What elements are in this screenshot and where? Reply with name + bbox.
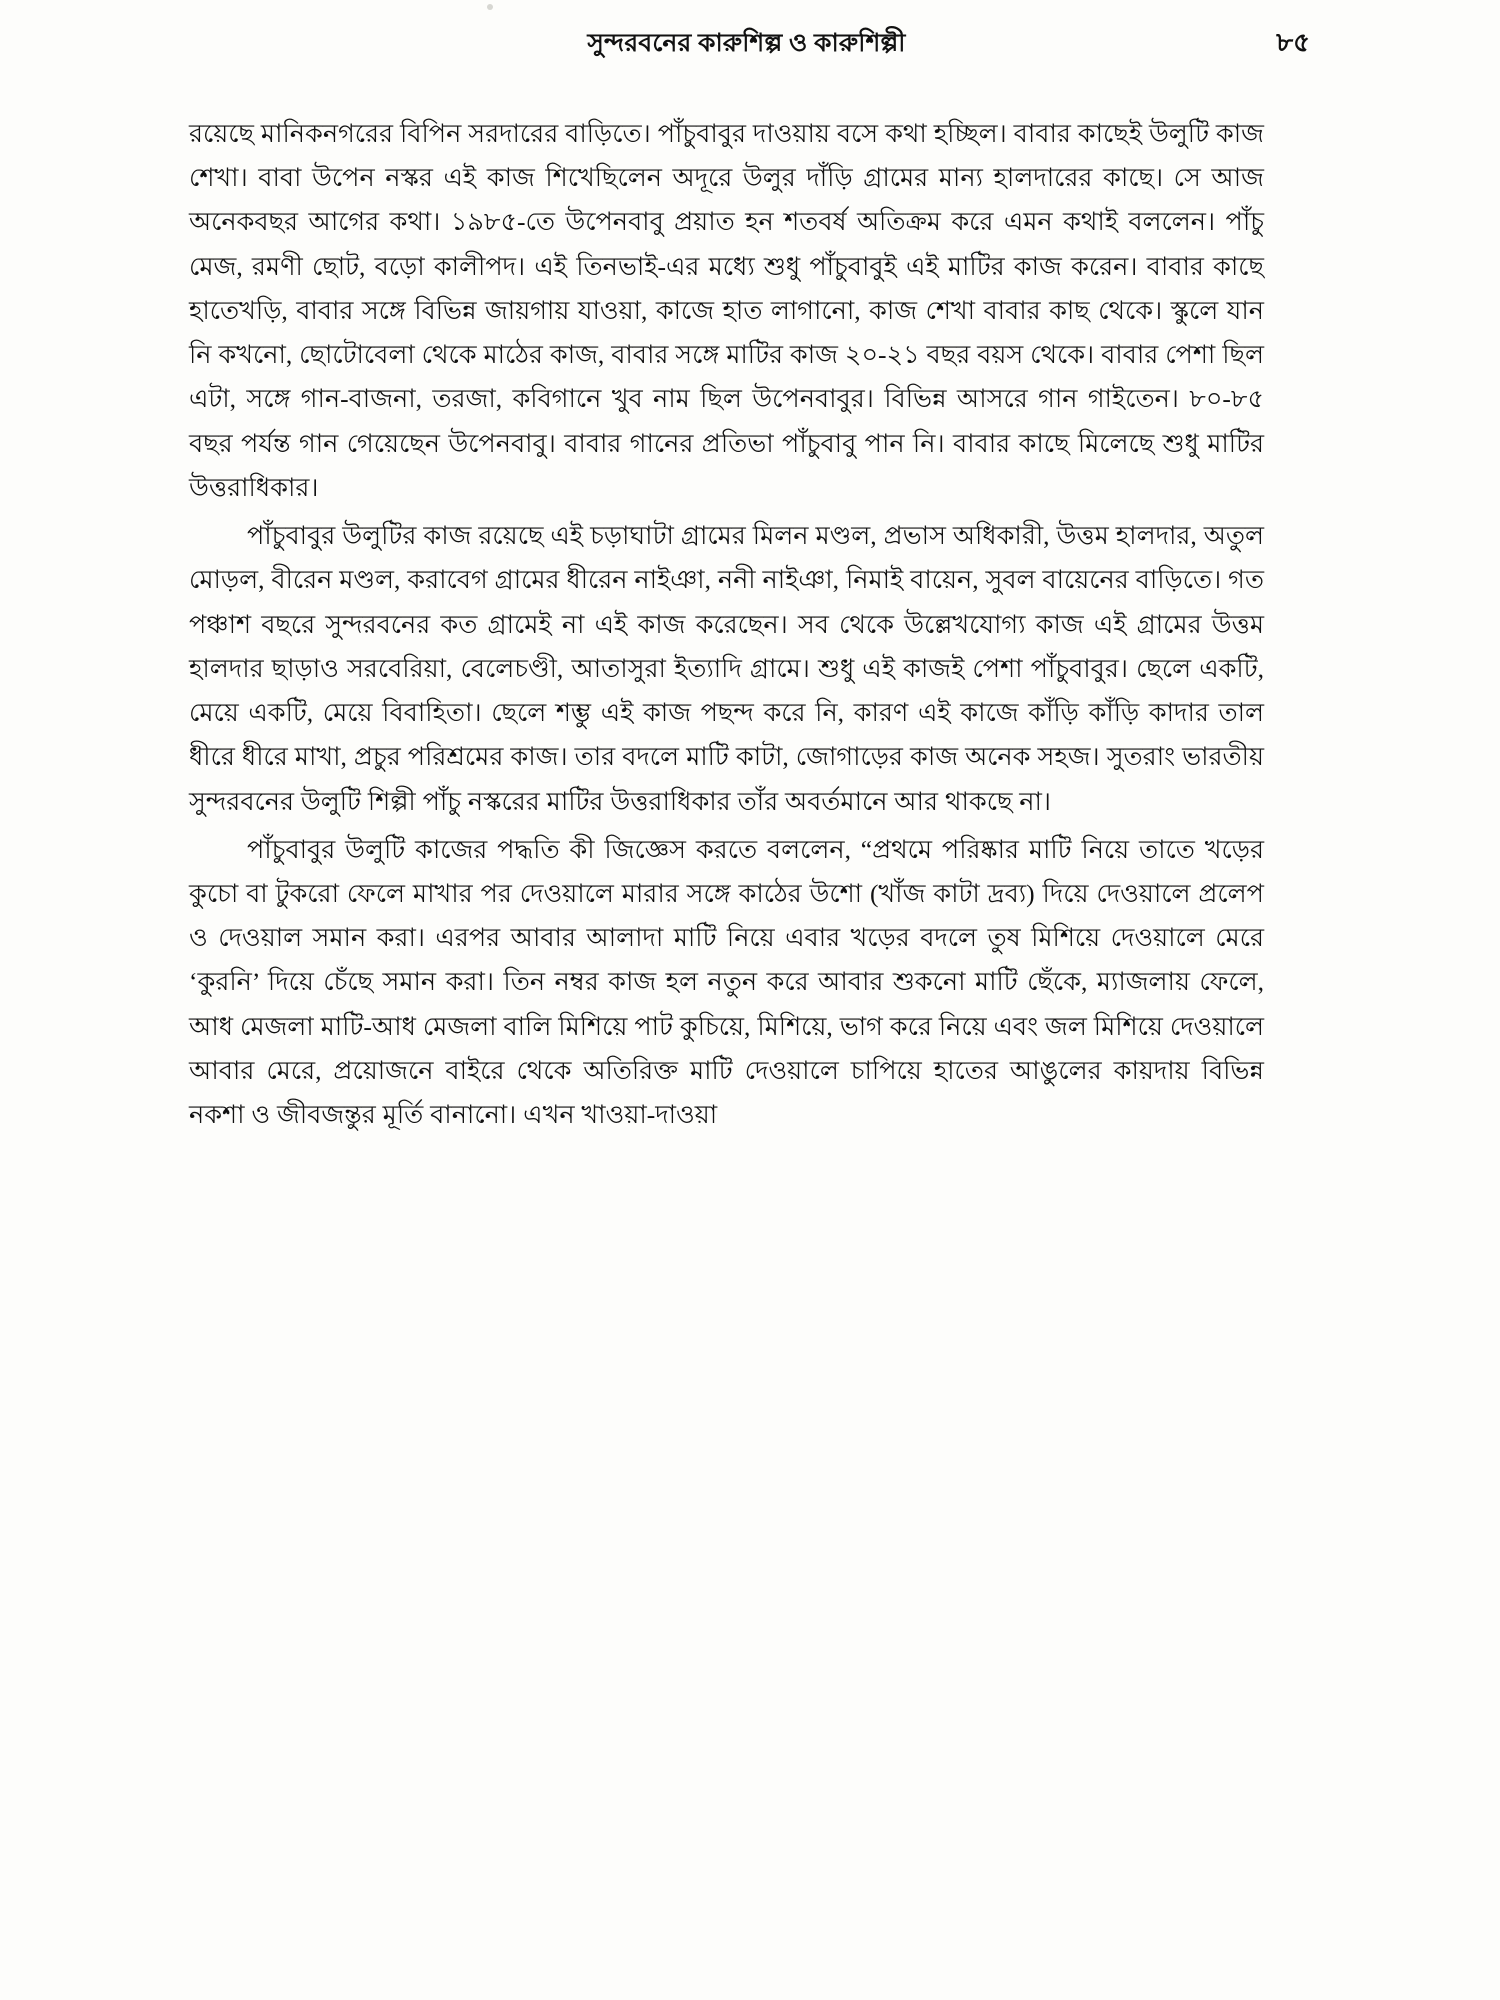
scan-artifact-dot: [487, 4, 493, 10]
body-text: [189, 112, 1264, 1137]
paragraph-1: রয়েছে মানিকনগরের বিপিন সরদারের বাড়িতে। পাঁচুবাবুর দাওয়ায় বসে কথা হচ্ছিল। বাবার কাছেই উলুটি কাজ শেখা। বাবা উপেন নস্কর এই কাজ শিখেছিলেন অদূরে উলুর দাঁড়ি গ্রামের মান্য হালদারের কাছে। সে আজ অনেকবছর আগের কথা। ১৯৮৫-তে উপেনবাবু প্রয়াত হন শতবর্ষ অতিক্রম করে এমন কথাই বললেন। পাঁচু মেজ, রমণী ছোট, বড়ো কালীপদ। এই তিনভাই-এর মধ্যে শুধু পাঁচুবাবুই এই মাটির কাজ করেন। বাবার কাছে হাতেখড়ি, বাবার সঙ্গে বিভিন্ন জায়গায় যাওয়া, কাজে হাত লাগানো, কাজ শেখা বাবার কাছ থেকে। স্কুলে যান নি কখনো, ছোটোবেলা থেকে মাঠের কাজ, বাবার সঙ্গে মাটির কাজ ২০-২১ বছর বয়স থেকে। বাবার পেশা ছিল এটা, সঙ্গে গান-বাজনা, তরজা, কবিগানে খুব নাম ছিল উপেনবাবুর। বিভিন্ন আসরে গান গাইতেন। ৮০-৮৫ বছর পর্যন্ত গান গেয়েছেন উপেনবাবু। বাবার গানের প্রতিভা পাঁচুবাবু পান নি। বাবার কাছে মিলেছে শুধু মাটির উত্তরাধিকার।: [189, 119, 1264, 502]
paragraph-3: পাঁচুবাবুর উলুটি কাজের পদ্ধতি কী জিজ্ঞেস করতে বললেন, “প্রথমে পরিষ্কার মাটি নিয়ে তাতে খড়ের কুচো বা টুকরো ফেলে মাখার পর দেওয়ালে মারার সঙ্গে কাঠের উশো (খাঁজ কাটা দ্রব্য) দিয়ে দেওয়ালে প্রলেপ ও দেওয়াল সমান করা। এরপর আবার আলাদা মাটি নিয়ে এবার খড়ের বদলে তুষ মিশিয়ে দেওয়ালে মেরে ‘কুরনি’ দিয়ে চেঁছে সমান করা। তিন নম্বর কাজ হল নতুন করে আবার শুকনো মাটি ছেঁকে, ম্যাজলায় ফেলে, আধ মেজলা মাটি-আধ মেজলা বালি মিশিয়ে পাট কুচিয়ে, মিশিয়ে, ভাগ করে নিয়ে এবং জল মিশিয়ে দেওয়ালে আবার মেরে, প্রয়োজনে বাইরে থেকে অতিরিক্ত মাটি দেওয়ালে চাপিয়ে হাতের আঙুলের কায়দায় বিভিন্ন নকশা ও জীবজন্তুর মূর্তি বানানো। এখন খাওয়া-দাওয়া: [189, 834, 1264, 1130]
running-header: [183, 22, 1318, 66]
paragraph-2: পাঁচুবাবুর উলুটির কাজ রয়েছে এই চড়াঘাটা গ্রামের মিলন মণ্ডল, প্রভাস অধিকারী, উত্তম হালদার, অতুল মোড়ল, বীরেন মণ্ডল, করাবেগ গ্রামের ধীরেন নাইঞা, ননী নাইঞা, নিমাই বায়েন, সুবল বায়েনের বাড়িতে। গত পঞ্চাশ বছরে সুন্দরবনের কত গ্রামেই না এই কাজ করেছেন। সব থেকে উল্লেখযোগ্য কাজ এই গ্রামের উত্তম হালদার ছাড়াও সরবেরিয়া, বেলেচণ্ডী, আতাসুরা ইত্যাদি গ্রামে। শুধু এই কাজই পেশা পাঁচুবাবুর। ছেলে একটি, মেয়ে একটি, মেয়ে বিবাহিতা। ছেলে শম্ভু এই কাজ পছন্দ করে নি, কারণ এই কাজে কাঁড়ি কাঁড়ি কাদার তাল ধীরে ধীরে মাখা, প্রচুর পরিশ্রমের কাজ। তার বদলে মাটি কাটা, জোগাড়ের কাজ অনেক সহজ। সুতরাং ভারতীয় সুন্দরবনের উলুটি শিল্পী পাঁচু নস্করের মাটির উত্তরাধিকার তাঁর অবর্তমানে আর থাকছে না।: [189, 521, 1264, 816]
page-content-area: [183, 22, 1318, 1141]
page-number: ৮৫: [1276, 28, 1310, 57]
running-head-title: সুন্দরবনের কারুশিল্প ও কারুশিল্পী: [587, 30, 906, 57]
